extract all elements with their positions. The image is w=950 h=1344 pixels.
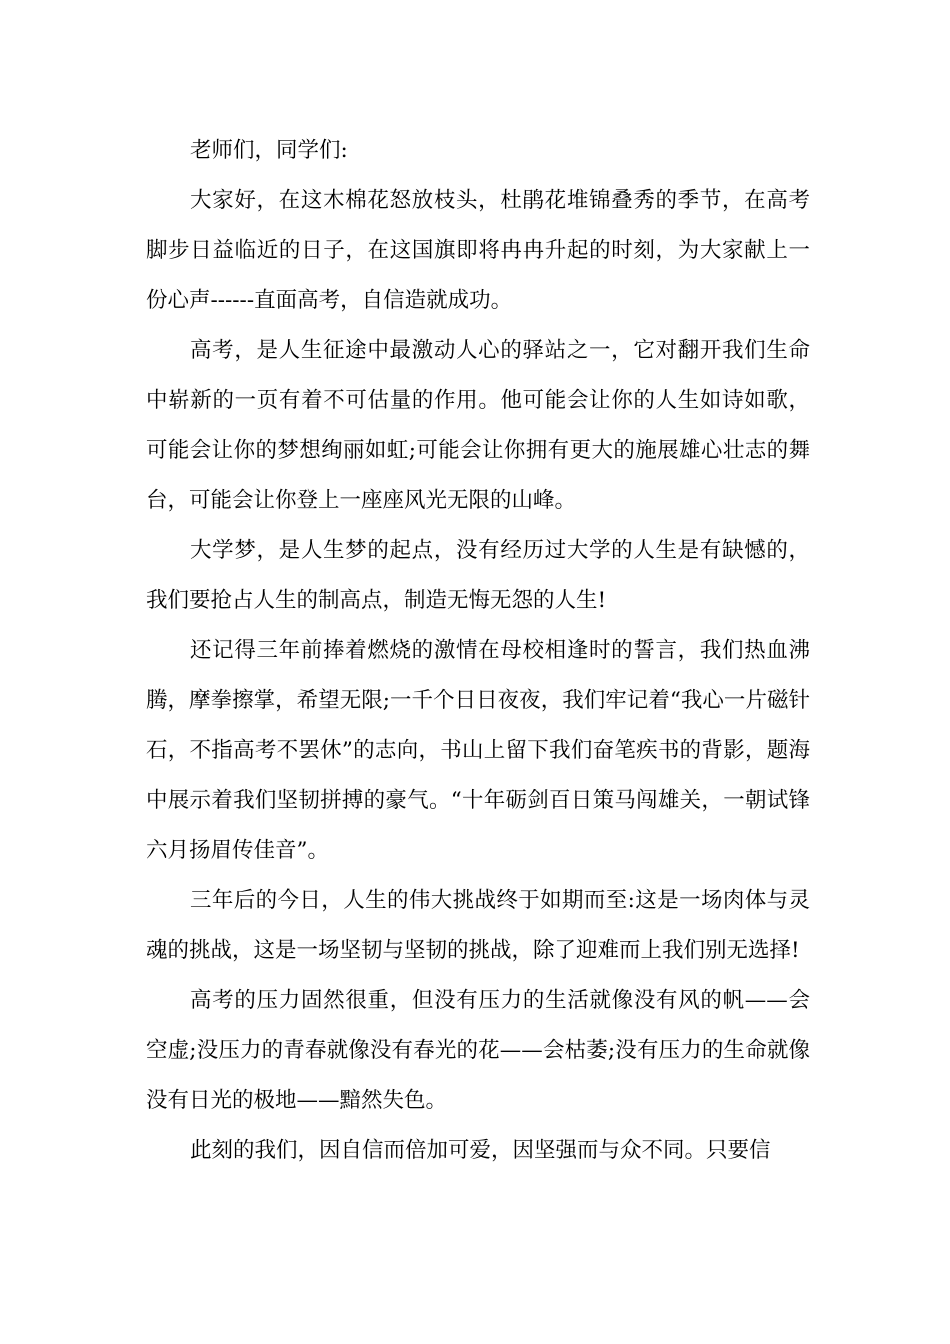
paragraph-salutation: 老师们，同学们:	[190, 138, 348, 163]
paragraph-challenge: 三年后的今日，人生的伟大挑战终于如期而至:这是一场肉体与灵魂的挑战，这是一场坚韧与坚韧的挑战，除了迎难而上我们别无选择!	[146, 888, 810, 963]
paragraph-pressure: 高考的压力固然很重，但没有压力的生活就像没有风的帆——会空虚;没压力的青春就像没有春光的花——会枯萎;没有压力的生命就像没有日光的极地——黯然失色。	[146, 988, 810, 1113]
speech-text	[146, 126, 810, 1176]
paragraph-university-dream: 大学梦，是人生梦的起点，没有经历过大学的人生是有缺憾的，我们要抢占人生的制高点，制造无悔无怨的人生!	[146, 538, 810, 613]
paragraph-gaokao-significance: 高考，是人生征途中最激动人心的驿站之一，它对翻开我们生命中崭新的一页有着不可估量的作用。他可能会让你的人生如诗如歌，可能会让你的梦想绚丽如虹;可能会让你拥有更大的施展雄心壮志的舞台，可能会让你登上一座座风光无限的山峰。	[146, 338, 810, 513]
paragraph-confidence: 此刻的我们，因自信而倍加可爱，因坚强而与众不同。只要信	[190, 1138, 771, 1163]
paragraph-greeting: 大家好，在这木棉花怒放枝头，杜鹃花堆锦叠秀的季节，在高考脚步日益临近的日子，在这国旗即将冉冉升起的时刻，为大家献上一份心声------直面高考，自信造就成功。	[146, 188, 810, 313]
paragraph-memories: 还记得三年前捧着燃烧的激情在母校相逢时的誓言，我们热血沸腾，摩拳擦掌，希望无限;一千个日日夜夜，我们牢记着“我心一片磁针石，不指高考不罢休”的志向，书山上留下我们奋笔疾书的背影，题海中展示着我们坚韧拼搏的豪气。“十年砺剑百日策马闯雄关，一朝试锋六月扬眉传佳音”。	[146, 638, 810, 863]
